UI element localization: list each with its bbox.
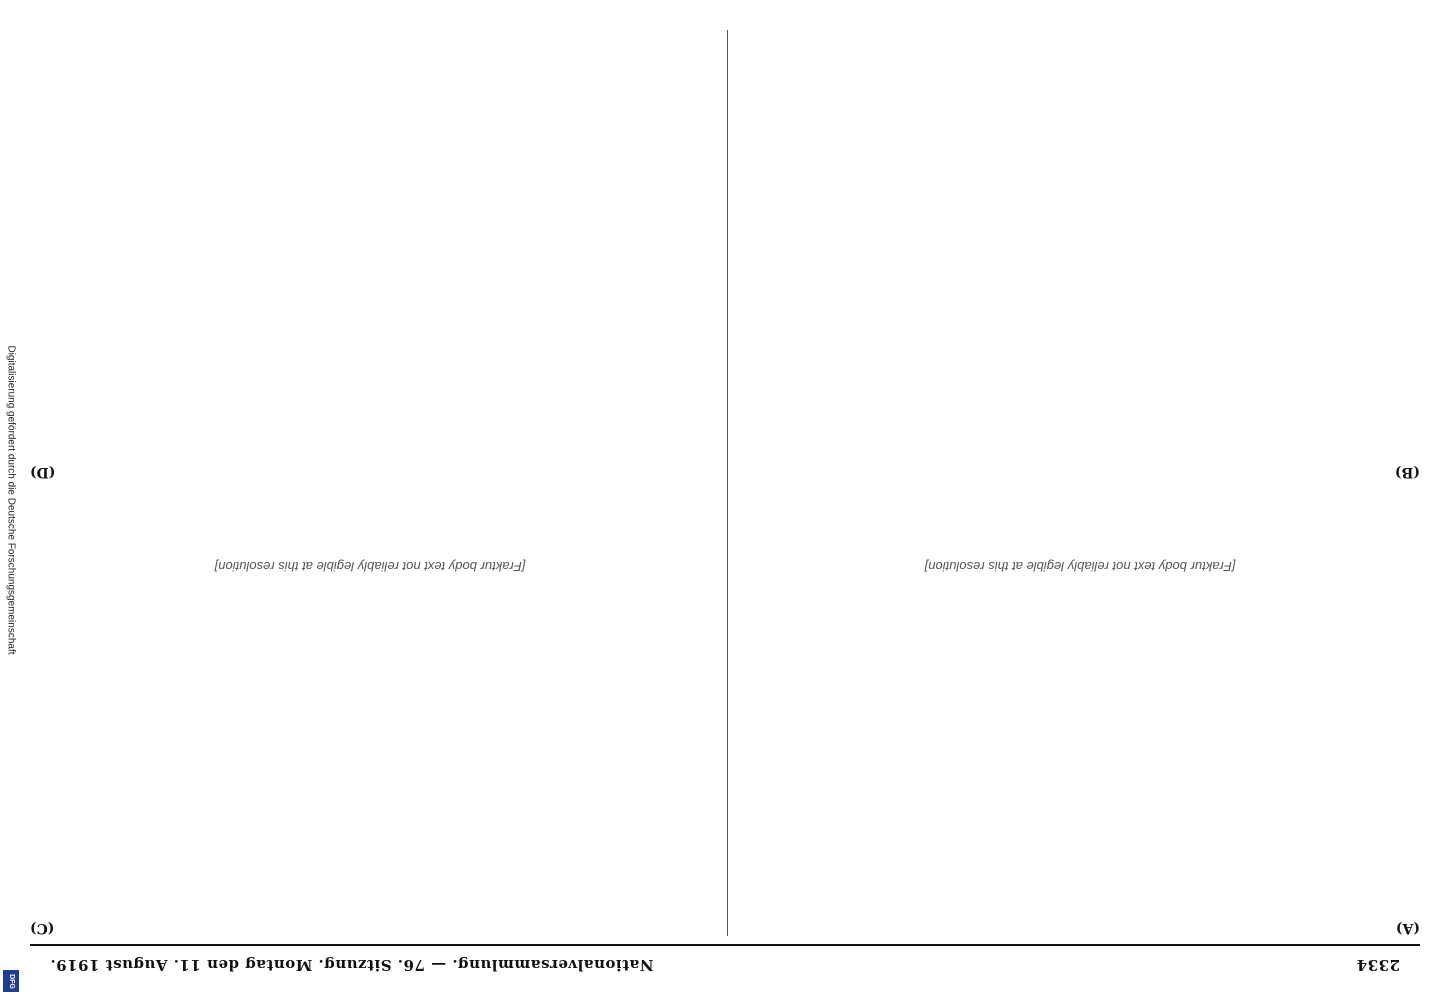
page-header — [50, 950, 1400, 980]
page-number: 2334 — [1356, 956, 1400, 974]
credit-strip — [0, 0, 22, 1000]
dfg-logo: DFG — [3, 970, 19, 992]
margin-marker-d: (D) — [30, 464, 56, 480]
illegible-note: [Fraktur body text not reliably legible at this resolution] — [924, 558, 1236, 574]
illegible-note: [Fraktur body text not reliably legible at this resolution] — [214, 558, 526, 574]
text-column-left — [760, 30, 1400, 936]
document-page — [30, 30, 1420, 980]
margin-marker-c: (C) — [30, 920, 55, 936]
header-rule — [30, 944, 1420, 946]
credit-text: Digitalisierung gefördert durch die Deutsche Forschungsgemeinschaft — [5, 345, 17, 655]
text-column-right — [50, 30, 690, 936]
margin-marker-a: (A) — [1395, 920, 1420, 936]
margin-marker-b: (B) — [1394, 464, 1420, 480]
column-divider — [727, 30, 728, 936]
running-title: Nationalversammlung. — 76. Sitzung. Montag den 11. August 1919. — [50, 956, 654, 974]
